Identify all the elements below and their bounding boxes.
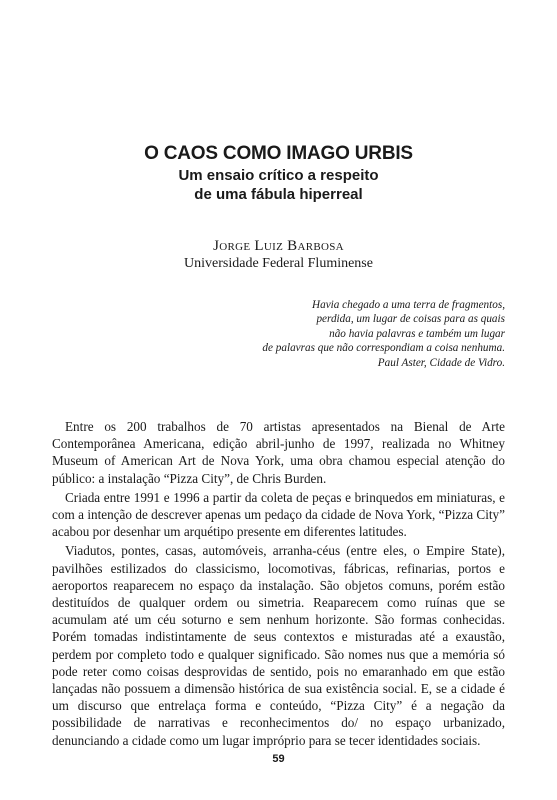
- subtitle-line: Um ensaio crítico a respeito: [178, 167, 379, 184]
- body-paragraph: Criada entre 1991 e 1996 a partir da coleta de peças e brinquedos em miniaturas, e com a intenção de descrever apenas um pedaço da cidade de Nova York, “Pizza City” acabou por desenhar um arquétipo presente em diferentes latitudes.: [52, 489, 505, 540]
- article-subtitle: [0, 166, 557, 204]
- epigraph-attribution: Paul Aster, Cidade de Vidro.: [377, 356, 505, 369]
- epigraph-line: Havia chegado a uma terra de fragmentos,: [312, 299, 505, 311]
- page-number: 59: [272, 753, 285, 765]
- author-name: Jorge Luiz Barbosa: [213, 238, 344, 254]
- body-paragraph: Entre os 200 trabalhos de 70 artistas apresentados na Bienal de Arte Contemporânea Americana, edição abril-junho de 1997, realizada no Whitney Museum of American Art de Nova York, uma obra chamou especial atenção do público: a instalação “Pizza City”, de Chris Burden.: [52, 419, 505, 486]
- subtitle-line: de uma fábula hiperreal: [194, 186, 363, 203]
- epigraph-line: perdida, um lugar de coisas para as quais: [316, 313, 505, 326]
- epigraph: [185, 298, 505, 370]
- body-paragraph: Viadutos, pontes, casas, automóveis, arranha-céus (entre eles, o Empire State), pavilhões estilizados do classicismo, locomotivas, fábricas, refinarias, portos e aeroportos reaparecem no espaço da instalação. São objetos comuns, porém estão destituídos de qualquer ordem ou simetria. Reaparecem como ruínas que se acumulam até um céu soturno e sem nenhum horizonte. São formas conhecidas. Porém tomadas indistintamente de seus contextos e misturadas até a exaustão, perdem por completo todo e qualquer significado. São nomes nus que a memória só pode reter como coisas desprovidas de sentido, pois no emaranhado em que estão lançadas não possuem a dimensão histórica de sua existência social. E, se a cidade é um discurso que entrelaça forma e conteúdo, “Pizza City” é a negação da possibilidade de narrativas e reconhecimentos do/ no espaço urbanizado, denunciando a cidade como um lugar impróprio para se tecer identidades sociais.: [52, 543, 505, 748]
- author-affiliation: Universidade Federal Fluminense: [184, 256, 373, 271]
- epigraph-line: de palavras que não correspondiam a coisa nenhuma.: [262, 342, 505, 355]
- epigraph-line: não havia palavras e também um lugar: [329, 327, 505, 340]
- article-title: O CAOS COMO IMAGO URBIS: [144, 143, 413, 164]
- article-body: [52, 418, 505, 751]
